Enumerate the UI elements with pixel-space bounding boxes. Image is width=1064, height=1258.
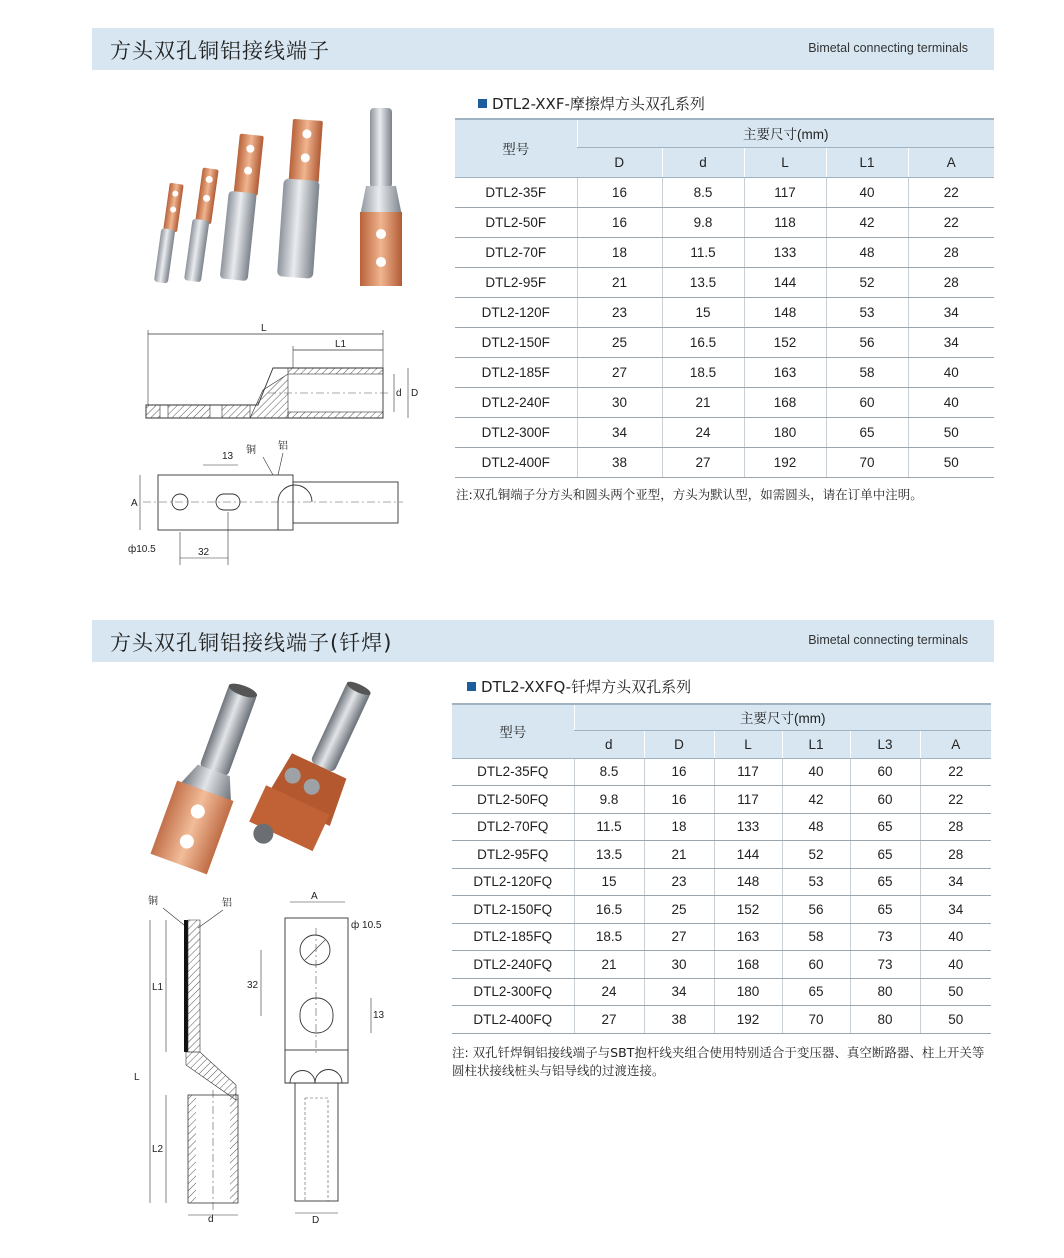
s2-dim-13: 13 [373,1010,385,1021]
table2-value-cell: 22 [920,758,991,786]
table2-value-cell: 65 [850,841,920,869]
table2-value-cell: 65 [850,896,920,924]
table2-value-cell: 38 [644,1006,714,1034]
section2-series-title: DTL2-XXFQ-钎焊方头双孔系列 [467,676,691,697]
table2-value-cell: 23 [644,868,714,896]
table1-value-cell: 180 [744,417,826,447]
table1-model-cell: DTL2-35F [455,177,577,207]
table1-row [455,447,994,477]
table1-col-header: D [577,147,662,177]
table2-value-cell: 117 [714,758,782,786]
table1-model-cell: DTL2-300F [455,417,577,447]
s2-dim-L2: L2 [152,1144,164,1155]
table2-value-cell: 168 [714,951,782,979]
table2-col-header: d [574,730,644,758]
table2-row [452,813,991,841]
table1-value-cell: 38 [577,447,662,477]
table2-model-cell: DTL2-240FQ [452,951,574,979]
table2-value-cell: 40 [920,923,991,951]
table2-col-header: L [714,730,782,758]
table2-row [452,951,991,979]
section2-title: 方头双孔铜铝接线端子(钎焊) [110,631,393,655]
table1-value-cell: 15 [662,297,744,327]
table2-value-cell: 11.5 [574,813,644,841]
table2-value-cell: 180 [714,978,782,1006]
table1-body [455,177,994,477]
table2-group-header: 主要尺寸(mm) [574,704,991,730]
table2-value-cell: 16 [644,758,714,786]
s1-dim-A: A [131,498,138,509]
table1-value-cell: 13.5 [662,267,744,297]
table2-value-cell: 60 [782,951,850,979]
table2-value-cell: 117 [714,786,782,814]
table2-value-cell: 144 [714,841,782,869]
table2-row [452,978,991,1006]
table1-value-cell: 118 [744,207,826,237]
section2-header [92,620,994,662]
table2-value-cell: 65 [850,868,920,896]
table2-value-cell: 21 [574,951,644,979]
table2-value-cell: 18.5 [574,923,644,951]
table1-value-cell: 8.5 [662,177,744,207]
table2-value-cell: 50 [920,1006,991,1034]
section1-title: 方头双孔铜铝接线端子 [110,39,330,63]
table2-value-cell: 42 [782,786,850,814]
table1-value-cell: 117 [744,177,826,207]
table1-row [455,357,994,387]
s2-dim-A: A [311,891,318,902]
table2-value-cell: 27 [574,1006,644,1034]
s1-label-copper: 铜 [246,445,256,456]
table1-value-cell: 34 [577,417,662,447]
table1-value-cell: 22 [908,177,994,207]
table2-value-cell: 65 [850,813,920,841]
table1-model-cell: DTL2-150F [455,327,577,357]
table2-model-header: 型号 [452,704,574,758]
table2-value-cell: 24 [574,978,644,1006]
table1-value-cell: 60 [826,387,908,417]
table2-value-cell: 133 [714,813,782,841]
table1-value-cell: 40 [908,387,994,417]
table1-row [455,297,994,327]
table1-value-cell: 16.5 [662,327,744,357]
table2-value-cell: 40 [782,758,850,786]
table1-row [455,207,994,237]
table2-model-cell: DTL2-70FQ [452,813,574,841]
table2-model-cell: DTL2-35FQ [452,758,574,786]
table2-value-cell: 15 [574,868,644,896]
table1-value-cell: 163 [744,357,826,387]
table2-value-cell: 163 [714,923,782,951]
s2-label-aluminum: 铝 [222,898,232,909]
s1-dim-13: 13 [222,451,234,462]
table2-value-cell: 52 [782,841,850,869]
table2-model-cell: DTL2-150FQ [452,896,574,924]
table1-value-cell: 148 [744,297,826,327]
table2-row [452,758,991,786]
table2-value-cell: 73 [850,951,920,979]
table1-value-cell: 30 [577,387,662,417]
table2-value-cell: 65 [782,978,850,1006]
table1-model-cell: DTL2-185F [455,357,577,387]
table1-value-cell: 16 [577,177,662,207]
s1-dim-d: d [396,388,402,399]
table2-value-cell: 58 [782,923,850,951]
table1-value-cell: 168 [744,387,826,417]
table2-value-cell: 50 [920,978,991,1006]
s1-dim-L: L [261,323,267,334]
table2-value-cell: 34 [644,978,714,1006]
table1-row [455,417,994,447]
table1-model-cell: DTL2-400F [455,447,577,477]
table1-row [455,387,994,417]
section2-spec-table [452,703,991,1034]
table1-model-cell: DTL2-50F [455,207,577,237]
table2-value-cell: 53 [782,868,850,896]
section2-side-drawing [128,890,258,1235]
section2-subtitle-en: Bimetal connecting terminals [808,633,968,647]
table1-value-cell: 52 [826,267,908,297]
table2-model-cell: DTL2-95FQ [452,841,574,869]
table2-value-cell: 56 [782,896,850,924]
section2-front-drawing [245,888,395,1233]
table1-value-cell: 192 [744,447,826,477]
table1-value-cell: 50 [908,417,994,447]
table1-row [455,267,994,297]
table1-model-header: 型号 [455,119,577,177]
table1-value-cell: 42 [826,207,908,237]
table2-value-cell: 34 [920,868,991,896]
table1-col-header: A [908,147,994,177]
table1-value-cell: 16 [577,207,662,237]
table1-value-cell: 40 [908,357,994,387]
table1-value-cell: 70 [826,447,908,477]
table2-value-cell: 192 [714,1006,782,1034]
table2-value-cell: 18 [644,813,714,841]
table1-value-cell: 11.5 [662,237,744,267]
table2-model-cell: DTL2-120FQ [452,868,574,896]
table2-col-header: A [920,730,991,758]
table2-value-cell: 21 [644,841,714,869]
table2-row [452,786,991,814]
s1-dim-32: 32 [198,547,210,558]
section1-spec-table [455,118,994,478]
table1-value-cell: 50 [908,447,994,477]
table2-value-cell: 40 [920,951,991,979]
section1-subtitle-en: Bimetal connecting terminals [808,41,968,55]
table2-value-cell: 13.5 [574,841,644,869]
table2-model-cell: DTL2-185FQ [452,923,574,951]
table2-value-cell: 9.8 [574,786,644,814]
series-marker-icon [467,682,476,691]
table1-model-cell: DTL2-120F [455,297,577,327]
table2-value-cell: 152 [714,896,782,924]
table1-value-cell: 24 [662,417,744,447]
table1-value-cell: 28 [908,267,994,297]
section2-product-photo [125,670,385,885]
table2-value-cell: 148 [714,868,782,896]
table2-model-cell: DTL2-50FQ [452,786,574,814]
table1-value-cell: 56 [826,327,908,357]
s1-dim-D: D [411,388,419,399]
table1-value-cell: 9.8 [662,207,744,237]
table2-value-cell: 80 [850,978,920,1006]
table2-value-cell: 16 [644,786,714,814]
table1-row [455,237,994,267]
table1-value-cell: 21 [662,387,744,417]
s2-label-copper: 铜 [148,896,158,907]
series-marker-icon [478,99,487,108]
s2-dim-32: 32 [247,980,259,991]
table1-value-cell: 152 [744,327,826,357]
table1-value-cell: 133 [744,237,826,267]
table1-row [455,177,994,207]
table2-value-cell: 28 [920,813,991,841]
table1-col-header: L1 [826,147,908,177]
table2-row [452,923,991,951]
s1-label-aluminum: 铝 [278,441,288,452]
table2-row [452,868,991,896]
section1-product-photo [140,100,420,290]
table2-value-cell: 30 [644,951,714,979]
table1-col-header: L [744,147,826,177]
table2-row [452,1006,991,1034]
table2-value-cell: 80 [850,1006,920,1034]
table1-value-cell: 28 [908,237,994,267]
s2-dim-phi: ф 10.5 [351,920,382,931]
table1-value-cell: 48 [826,237,908,267]
table1-value-cell: 65 [826,417,908,447]
section1-side-drawing [128,320,428,440]
table2-value-cell: 25 [644,896,714,924]
table2-value-cell: 27 [644,923,714,951]
table1-value-cell: 21 [577,267,662,297]
section2-note: 注: 双孔钎焊铜铝接线端子与SBT抱杆线夹组合使用特别适合于变压器、真空断路器、柱上开关等圆柱状接线桩头与铝导线的过渡连接。 [452,1045,985,1078]
table1-model-cell: DTL2-70F [455,237,577,267]
section1-note: 注:双孔铜端子分方头和圆头两个亚型，方头为默认型，如需圆头，请在订单中注明。 [456,487,923,502]
s2-dim-L1: L1 [152,982,164,993]
table1-value-cell: 144 [744,267,826,297]
table2-value-cell: 60 [850,758,920,786]
table2-model-cell: DTL2-300FQ [452,978,574,1006]
table2-col-header: D [644,730,714,758]
table1-value-cell: 18.5 [662,357,744,387]
s1-dim-L1: L1 [335,339,347,350]
table1-value-cell: 53 [826,297,908,327]
table1-value-cell: 18 [577,237,662,267]
table1-value-cell: 40 [826,177,908,207]
table1-value-cell: 25 [577,327,662,357]
s2-dim-d: d [208,1214,214,1225]
table1-model-cell: DTL2-240F [455,387,577,417]
table2-value-cell: 28 [920,841,991,869]
section1-series-title: DTL2-XXF-摩擦焊方头双孔系列 [478,93,705,114]
table2-body [452,758,991,1033]
table2-value-cell: 48 [782,813,850,841]
table2-col-header: L3 [850,730,920,758]
table2-value-cell: 60 [850,786,920,814]
table1-value-cell: 27 [577,357,662,387]
table1-value-cell: 27 [662,447,744,477]
table1-value-cell: 22 [908,207,994,237]
table1-value-cell: 23 [577,297,662,327]
section1-header [92,28,994,70]
table1-value-cell: 34 [908,327,994,357]
table2-value-cell: 34 [920,896,991,924]
table2-value-cell: 22 [920,786,991,814]
table1-row [455,327,994,357]
table2-model-cell: DTL2-400FQ [452,1006,574,1034]
table2-value-cell: 16.5 [574,896,644,924]
table1-value-cell: 34 [908,297,994,327]
table1-value-cell: 58 [826,357,908,387]
table2-value-cell: 73 [850,923,920,951]
table2-row [452,841,991,869]
table2-col-header: L1 [782,730,850,758]
table2-value-cell: 70 [782,1006,850,1034]
section1-top-drawing [128,440,428,570]
table1-model-cell: DTL2-95F [455,267,577,297]
s1-dim-phi: ф10.5 [128,544,156,555]
table1-group-header: 主要尺寸(mm) [577,119,994,147]
s2-dim-D: D [312,1215,320,1226]
s2-dim-L: L [134,1072,140,1083]
table2-value-cell: 8.5 [574,758,644,786]
table1-col-header: d [662,147,744,177]
table2-row [452,896,991,924]
